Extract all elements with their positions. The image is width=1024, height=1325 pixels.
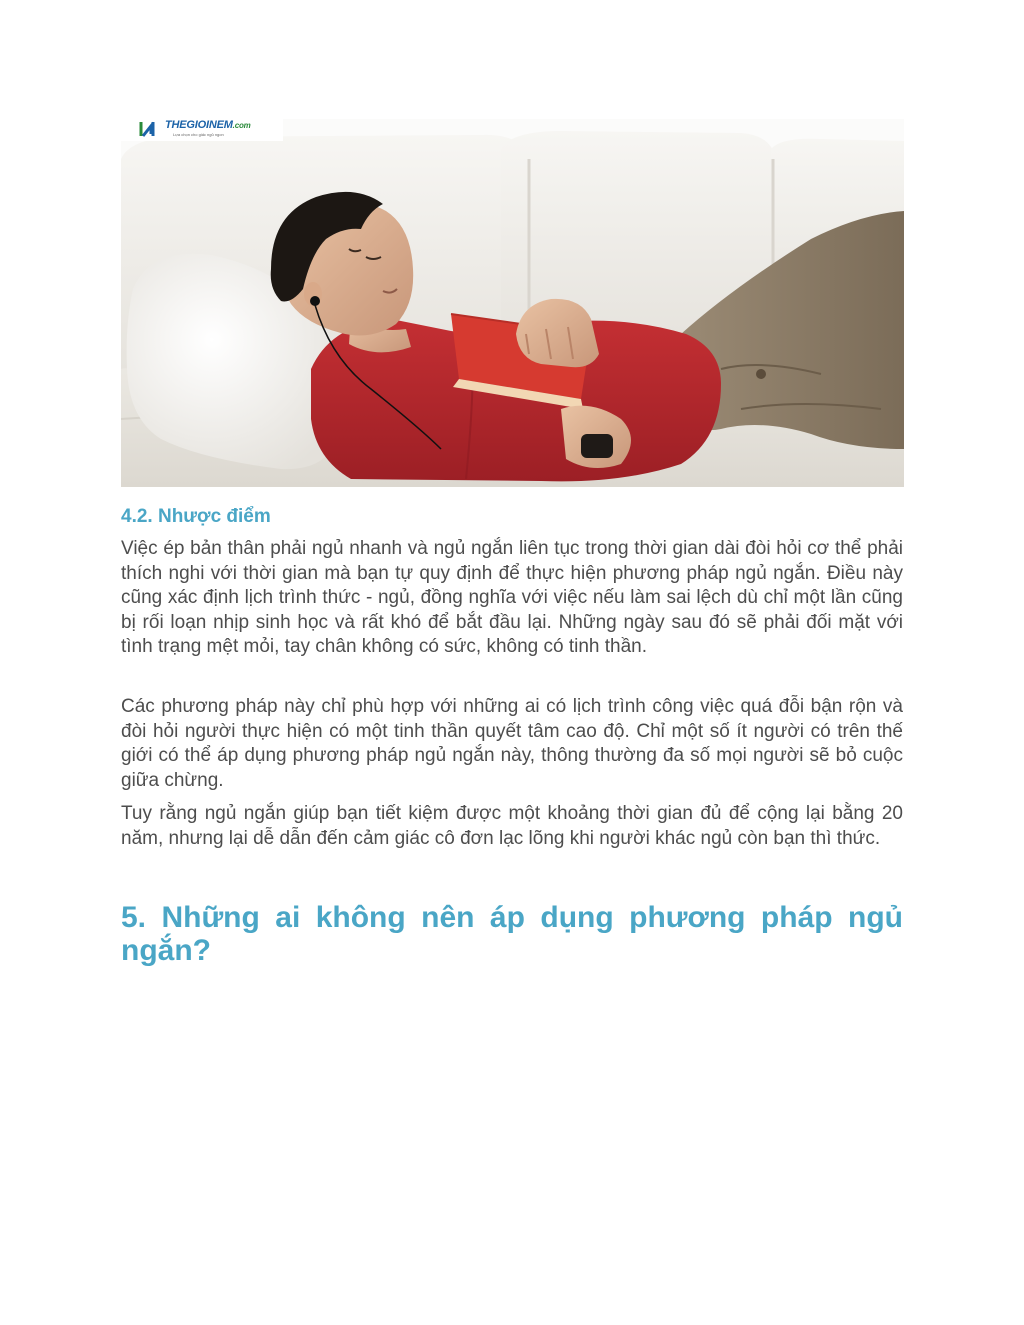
paragraph-3: Tuy rằng ngủ ngắn giúp bạn tiết kiệm được một khoảng thời gian đủ để cộng lại bằng 20 năm, nhưng lại dễ dẫn đến cảm giác cô đơn lạc lõng khi người khác ngủ còn bạn thì thức.	[121, 803, 903, 849]
section-5-title: 5. Những ai không nên áp dụng phương pháp ngủ ngắn?	[121, 901, 903, 967]
logo-suffix: .com	[232, 121, 251, 130]
logo-tagline: Lựa chọn cho giấc ngủ ngon	[173, 132, 224, 137]
paragraph-2: Các phương pháp này chỉ phù hợp với những ai có lịch trình công việc quá đỗi bận rộn và đòi hỏi người thực hiện có một tinh thần quyết tâm cao độ. Chỉ một số ít người có trên thế giới có thể áp dụng phương pháp ngủ ngắn này, thông thường đa số mọi người sẽ bỏ cuộc giữa chừng.	[121, 696, 903, 791]
wristband	[581, 434, 613, 458]
paragraph-1: Việc ép bản thân phải ngủ nhanh và ngủ ngắn liên tục trong thời gian dài đòi hỏi cơ thể phải thích nghi với thời gian mà bạn tự quy định để thực hiện phương pháp ngủ ngắn. Điều này cũng xác định lịch trình thức - ngủ, đồng nghĩa với việc nếu làm sai lệch dù chỉ một lần cũng bị rối loạn nhịp sinh học và rất khó để bắt đầu lại. Những ngày sau đó sẽ phải đối mặt với tình trạng mệt mỏi, tay chân không có sức, không có tinh thần.	[121, 538, 903, 657]
sleeping-person-illustration	[121, 119, 904, 487]
section-4-2-title: 4.2. Nhược điểm	[121, 506, 271, 527]
article-photo	[121, 119, 904, 487]
site-logo	[121, 119, 283, 141]
logo-icon	[139, 120, 161, 138]
logo-brand: THEGIOINEM	[165, 119, 233, 131]
